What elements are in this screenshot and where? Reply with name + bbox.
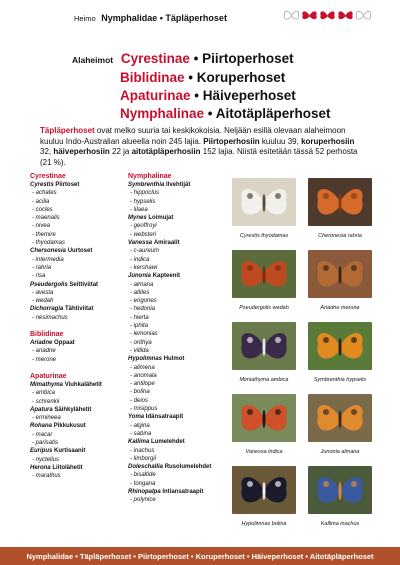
photo-card (232, 250, 296, 311)
genus-row (30, 447, 125, 455)
species-column-right (128, 172, 223, 505)
genus-name: Doleschallia (128, 464, 164, 471)
genus-finnish: Loimujat (148, 215, 174, 222)
species-item: - inachus (130, 447, 155, 454)
intro-term: Täpläperhoset (40, 126, 95, 135)
species-item: - themire (32, 231, 56, 238)
intro-text: 152 lajia. Niistä esitetään tässä 52 perhosta (21 %). (40, 147, 358, 167)
subfamily-row: Biblidinae • Koruperhoset (120, 70, 286, 85)
genus-row (128, 214, 223, 222)
group-spacer (30, 364, 125, 372)
species-item: - merone (32, 356, 57, 363)
genus-finnish: Amiraalit (153, 240, 180, 247)
subfamily-finnish: Häiveperhoset (202, 88, 296, 103)
genus-finnish: Uurtoset (67, 248, 93, 255)
photo-card (232, 394, 296, 455)
butterfly-outline-icon (355, 9, 372, 22)
genus-finnish: Lumelehdet (151, 439, 185, 446)
genus-row (30, 181, 125, 189)
genus-row (30, 305, 125, 313)
subfamily-latin: Nymphalinae (120, 106, 205, 121)
genus-row (128, 413, 223, 421)
group-heading: Biblidinae (30, 331, 64, 339)
butterfly-photo (308, 394, 372, 442)
intro-text: 22 ja (109, 147, 132, 156)
photo-card (232, 322, 296, 383)
intro-term: koruperhosiin (301, 136, 355, 146)
species-item: - villida (130, 347, 149, 354)
species-item: - almana (130, 281, 154, 288)
genus-name: Mimathyma (30, 381, 64, 388)
genus-row (30, 422, 125, 430)
group-heading: Cyrestinae (30, 173, 66, 180)
genus-name: Kallima (128, 439, 150, 446)
intro-term: Piirtoperhosiin (203, 136, 260, 146)
genus-row (30, 406, 125, 414)
species-item: - hierta (130, 314, 149, 321)
species-item: - maenalis (32, 215, 60, 222)
group-spacer (30, 322, 125, 330)
butterfly-red-icon (301, 9, 318, 22)
page-footer (0, 547, 400, 565)
species-item: - intermedia (32, 256, 64, 263)
species-item: - indica (130, 256, 150, 263)
header-prefix: Heimo (74, 14, 96, 23)
group-heading: Apaturinae (30, 372, 67, 380)
genus-finnish: Tähtiviitat (65, 306, 94, 313)
intro-paragraph (40, 126, 358, 168)
photo-card (308, 394, 372, 455)
subfamily-latin: Cyrestinae (120, 51, 190, 66)
species-item: - tongana (130, 480, 156, 487)
butterfly-icons (283, 9, 372, 22)
header-finnish: Täpläperhoset (165, 13, 227, 23)
species-item: - thyodamas (32, 240, 66, 247)
species-item: - hypselis (130, 198, 156, 205)
species-item: - nivea (32, 223, 51, 230)
butterfly-photo (232, 178, 296, 226)
header-family: Nymphalidae (101, 13, 158, 23)
species-item: - ambica (32, 390, 56, 397)
species-item: - bolina (130, 389, 150, 396)
butterfly-photo (308, 178, 372, 226)
subfamily-finnish: Koruperhoset (196, 70, 286, 85)
genus-finnish: Idänsatraapit (145, 414, 184, 421)
genus-name: Ariadne (30, 340, 53, 347)
photo-card (308, 466, 372, 527)
subfamily-latin: Biblidinae (120, 70, 185, 85)
intro-text: ovat melko suuria tai keskikokoisia. Neljään esillä olevaan alaheimoon kuuluu Indo-Australian alueella noin 245 lajia. (40, 126, 346, 146)
species-item: - anomala (130, 372, 157, 379)
butterfly-photo (232, 466, 296, 514)
genus-finnish: Säihkylähetit (54, 406, 92, 413)
butterfly-outline-icon (283, 9, 300, 22)
butterfly-photo (232, 250, 296, 298)
species-item: - erigones (130, 298, 157, 305)
subfamily-finnish: Piirtoperhoset (202, 51, 294, 66)
subfamily-label: Alaheimot (72, 55, 114, 65)
species-item: - deios (130, 397, 149, 404)
intro-term: häiveperhosiin (53, 147, 110, 156)
photo-caption: Symbrenthia hypselis (313, 377, 367, 383)
photo-caption: Junonia almana (320, 449, 360, 455)
genus-name: Rhinopalpa (128, 488, 161, 495)
genus-finnish: Pikkukusut (53, 423, 86, 430)
genus-row (128, 239, 223, 247)
genus-finnish: Kurtisaanit (54, 448, 86, 455)
genus-finnish: Kapteenit (152, 273, 181, 280)
species-column-left (30, 172, 125, 481)
butterfly-photo (308, 322, 372, 370)
genus-name: Junonia (128, 273, 152, 280)
genus-row (128, 181, 223, 189)
genus-name: Euripus (30, 448, 53, 455)
photo-caption: Ariadne merone (320, 305, 360, 311)
species-item: - atlites (130, 289, 150, 296)
photo-card (232, 466, 296, 527)
group-heading: Nymphalinae (128, 173, 172, 180)
genus-finnish: Piirtoset (55, 182, 80, 188)
photo-caption: Pseudergolis wedah (239, 305, 289, 311)
butterfly-photo (232, 394, 296, 442)
genus-name: Chersonesia (30, 248, 67, 255)
genus-name: Herona (30, 464, 51, 471)
genus-finnish: Hulmot (163, 356, 185, 363)
species-item: - acilia (32, 198, 50, 205)
genus-finnish: Oppaat (54, 340, 75, 347)
species-item: - lemonias (130, 331, 158, 338)
species-item: - polynice (130, 497, 156, 504)
genus-row (128, 272, 223, 280)
genus-name: Apatura (30, 406, 53, 413)
species-item: - c-aureum (130, 248, 160, 255)
photo-card (308, 322, 372, 383)
genus-row (30, 339, 125, 347)
species-item: - risa (32, 273, 46, 280)
species-item: - rahria (32, 264, 52, 271)
species-item: - parisatis (32, 440, 59, 447)
butterfly-photo (308, 466, 372, 514)
genus-finnish: Seittiviitat (69, 281, 99, 288)
genus-row (30, 281, 125, 289)
species-item: - nyctelius (32, 456, 60, 463)
species-item: - ermineea (32, 415, 61, 422)
species-item: - misippus (130, 406, 158, 413)
photo-caption: Kallima inachus (320, 521, 360, 527)
butterfly-photo (308, 250, 372, 298)
intro-term: aitotäpläperhosiin (131, 147, 201, 156)
genus-name: Rohana (30, 423, 53, 430)
header-bullet: • (159, 13, 163, 23)
genus-name: Symbrenthia (128, 182, 165, 188)
butterfly-red-icon (319, 9, 336, 22)
species-item: - antilope (130, 381, 155, 388)
butterfly-red-icon (337, 9, 354, 22)
genus-name: Dichorragia (30, 306, 64, 313)
genus-finnish: Intiansatraapit (162, 488, 204, 495)
species-item: - nesimachus (32, 314, 68, 321)
subfamily-finnish: Aitotäpläperhoset (215, 106, 331, 121)
species-item: - sabina (130, 430, 152, 437)
subfamily-list (72, 50, 392, 123)
intro-text: kuuluu 39, (259, 136, 302, 146)
subfamily-row: Alaheimot Cyrestinae • Piirtoperhoset (72, 51, 294, 66)
subfamily-row: Apaturinae • Häiveperhoset (120, 88, 296, 103)
species-item: - avesta (32, 289, 54, 296)
species-item: - hedonia (130, 306, 156, 313)
genus-row (30, 464, 125, 472)
subfamily-row: Nymphalinae • Aitotäpläperhoset (120, 106, 331, 121)
footer-text: Nymphalidae • Täpläperhoset • Piirtoperhoset • Koruperhoset • Häiveperhoset • Aitotäpläperhoset (26, 551, 374, 561)
genus-row (128, 355, 223, 363)
genus-finnish: Rusolumelehdet (164, 464, 212, 471)
photo-caption: Hypolimnas bolina (241, 521, 287, 527)
species-item: - limborgii (130, 455, 157, 462)
genus-row (128, 438, 223, 446)
species-item: - macar (32, 431, 53, 438)
species-item: - orithya (130, 339, 152, 346)
photo-caption: Mimiathyma ambica (239, 377, 289, 383)
species-item: - iphita (130, 323, 149, 330)
species-item: - websteri (130, 231, 157, 238)
genus-name: Pseudergolis (30, 281, 68, 288)
species-item: - bisaltide (130, 472, 156, 479)
species-item: - lilaea (130, 206, 148, 213)
genus-row (30, 381, 125, 389)
species-item: - achates (32, 190, 57, 197)
genus-finnish: Ilvehtijät (166, 182, 191, 188)
genus-name: Cyrestis (30, 182, 54, 188)
butterfly-photo (232, 322, 296, 370)
subfamily-latin: Apaturinae (120, 88, 191, 103)
species-item: - algina (130, 422, 150, 429)
species-item: - alimena (130, 364, 155, 371)
photo-caption: Cheronesia rahria (318, 233, 362, 239)
photo-card (308, 178, 372, 239)
intro-text: 32, (40, 147, 54, 156)
genus-finnish: Liitolähetit (52, 464, 83, 471)
photo-caption: Cyrestis thyodamas (239, 233, 289, 239)
photo-caption: Vanessa indica (245, 449, 283, 455)
genus-name: Vanessa (128, 240, 153, 247)
species-item: - kershawi (130, 264, 158, 271)
species-item: - cocles (32, 206, 53, 213)
species-item: - geoffroyi (130, 223, 157, 230)
species-item: - ariadne (32, 348, 56, 355)
genus-row (30, 247, 125, 255)
genus-row (128, 463, 223, 471)
genus-row (128, 488, 223, 496)
species-item: - hippoclus (130, 190, 160, 197)
genus-name: Yoma (128, 414, 145, 421)
genus-finnish: Viuhkalähetit (64, 381, 102, 388)
photo-card (232, 178, 296, 239)
species-item: - wedah (32, 298, 54, 305)
species-item: - marathus (32, 473, 61, 480)
photo-card (308, 250, 372, 311)
genus-name: Hypolimnas (128, 356, 163, 363)
species-item: - schrenkii (32, 398, 60, 405)
genus-name: Mynes (128, 215, 147, 222)
page-header (74, 13, 227, 23)
